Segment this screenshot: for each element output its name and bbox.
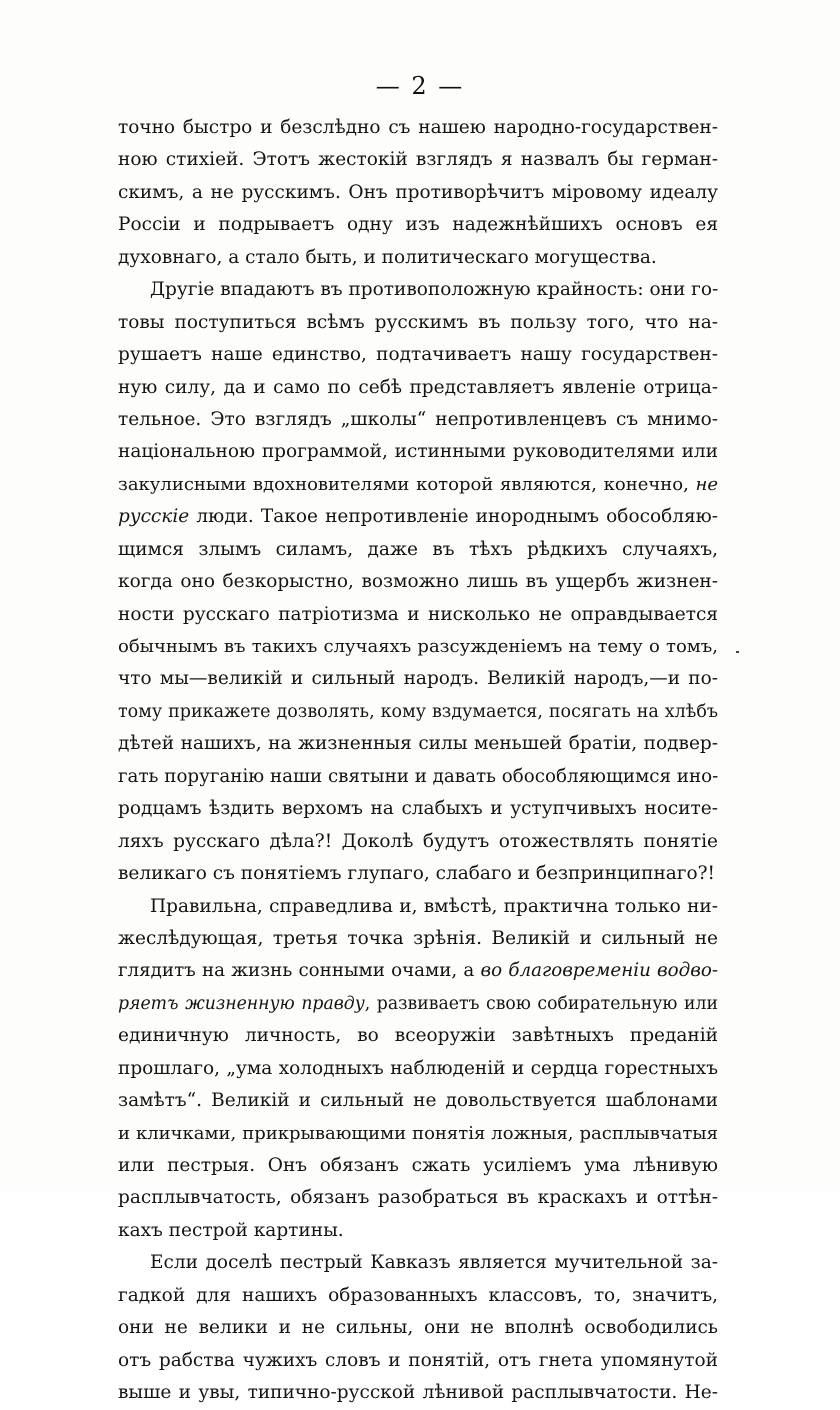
text-line: великаго съ понятiемъ глупаго, слабаго и безпринципнаго?!: [118, 863, 715, 885]
text-line: родцамъ ѣздить верхомъ на слабыхъ и уступчивыхъ носите-: [118, 798, 718, 820]
ink-speck: [736, 651, 739, 653]
text-line: замѣтъ“. Великiй и сильный не довольствуется шаблонами: [118, 1090, 718, 1112]
text-line: прошлаго, „ума холодныхъ наблюденiй и сердца горестныхъ: [118, 1057, 718, 1079]
emphasis-text: не: [695, 473, 718, 495]
text-line: единичную личность, во всеоружiи завѣтныхъ преданiй: [118, 1025, 718, 1047]
text-line: ною стихiей. Этотъ жестокiй взглядъ я назвалъ бы герман-: [118, 149, 718, 171]
paragraph: [118, 891, 718, 1248]
text-line: точно быстро и безслѣдно съ нашею народно-государствен-: [118, 117, 718, 138]
text-line: [118, 501, 718, 533]
text-line: что мы—великiй и сильный народъ. Великiй народъ,—и по-: [118, 668, 718, 690]
text-line: Россiи и подрываетъ одну изъ надежнѣйшихъ основъ ея: [118, 214, 718, 236]
text-line: щимся злымъ силамъ, даже въ тѣхъ рѣдкихъ случаяхъ,: [118, 538, 718, 560]
emphasis-text: во благовременiи водво-: [480, 960, 719, 982]
emphasis-text: русскiе: [118, 506, 190, 528]
paragraph: [118, 112, 718, 274]
text-line: тельное. Это взглядъ „школы“ непротивленцевъ съ мнимо-: [118, 408, 718, 430]
text-line: жеслѣдующая, третья точка зрѣнiя. Великiй и сильный не: [118, 927, 718, 949]
text-line: гать поруганiю наши святыни и давать обособляющимся ино-: [118, 765, 719, 787]
text-line: рушаетъ наше единство, подтачиваетъ нашу государствен-: [118, 344, 718, 366]
text-line: когда оно безкорыстно, возможно лишь въ ущербъ жизнен-: [118, 571, 718, 593]
text-line: ляхъ русскаго дѣла?! Доколѣ будутъ отожествлять понятiе: [118, 830, 718, 852]
text-line: [118, 988, 718, 1020]
emphasis-text: ряетъ жизненную правду: [118, 993, 365, 1014]
text-line: гадкой для нашихъ образованныхъ классовъ, то, значитъ,: [118, 1284, 718, 1306]
text-line: обычнымъ въ такихъ случаяхъ разсужденiемъ на тему о томъ,: [118, 636, 718, 657]
paragraph: [118, 1247, 718, 1409]
text-run: глядитъ на жизнь сонными очами, а: [118, 960, 481, 982]
text-line: скимъ, а не русскимъ. Онъ противорѣчитъ мiровому идеалу: [118, 181, 718, 203]
text-line: и кличками, прикрывающими понятiя ложныя, расплывчатыя: [118, 1122, 718, 1144]
text-run: закулисными вдохновителями которой являются, конечно,: [118, 473, 696, 495]
text-line: нацiональною программой, истинными руководителями или: [118, 441, 718, 463]
text-line: Правильна, справедлива и, вмѣстѣ, практична только ни-: [150, 895, 718, 917]
text-line: ности русскаго патрiотизма и нисколько не оправдывается: [118, 603, 718, 625]
text-line: [118, 955, 718, 987]
body-text: [118, 112, 718, 1410]
text-line: товы поступиться всѣмъ русскимъ въ пользу того, что на-: [118, 311, 718, 333]
text-line: Если доселѣ пестрый Кавказъ является мучительной за-: [150, 1252, 718, 1274]
text-line: дѣтей нашихъ, на жизненныя силы меньшей братiи, подвер-: [118, 733, 718, 755]
page-number: — 2 —: [375, 72, 465, 100]
text-run: , развиваетъ свою собирательную или: [364, 993, 718, 1014]
text-line: расплывчатость, обязанъ разобраться въ краскахъ и оттѣн-: [118, 1187, 718, 1209]
text-line: тому прикажете дозволять, кому вздумается, посягать на хлѣбъ: [118, 701, 718, 722]
text-line: выше и увы, типично-русской лѣнивой расплывчатости. Не-: [118, 1382, 718, 1404]
text-line: ную силу, да и само по себѣ представляетъ явленiе отрица-: [118, 376, 718, 398]
text-line: [118, 469, 718, 501]
text-line: духовнаго, а стало быть, и политическаго могущества.: [118, 246, 657, 268]
text-line: они не велики и не сильны, они не вполнѣ освободились: [118, 1317, 718, 1339]
text-line: отъ рабства чужихъ словъ и понятiй, отъ гнета упомянутой: [118, 1349, 718, 1371]
text-line: Другiе впадаютъ въ противоположную крайность: они го-: [150, 279, 719, 301]
text-line: кахъ пестрой картины.: [118, 1219, 344, 1241]
paragraph: [118, 274, 718, 890]
text-run: люди. Такое непротивленiе инороднымъ обособляю-: [189, 506, 718, 528]
text-line: или пестрыя. Онъ обязанъ сжать усилiемъ ума лѣнивую: [118, 1155, 718, 1176]
